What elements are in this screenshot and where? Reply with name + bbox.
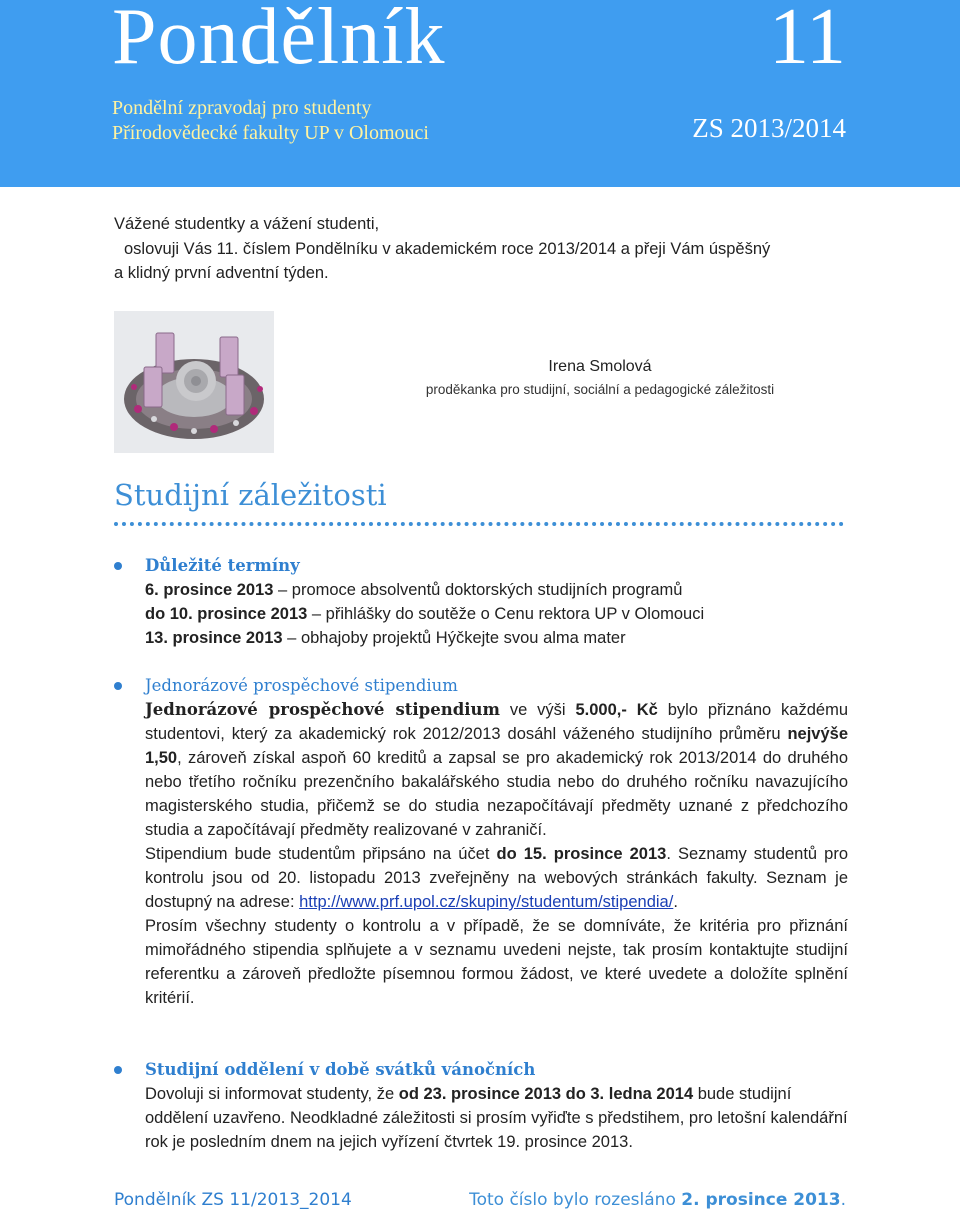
greeting-line-1: Vážené studentky a vážení studenti,	[114, 215, 380, 233]
scholarship-name: Jednorázové prospěchové stipendium	[145, 700, 500, 719]
text-run: ve výši	[499, 701, 576, 719]
text-run: . Seznamy studentů pro kontrolu jsou od 20. listopadu 2013 zveřejněny na webových stránkách fakulty. Seznam je dostupný na adrese:	[145, 845, 849, 911]
text-run: Toto číslo bylo rozesláno	[469, 1190, 682, 1210]
footer-issue-label: Pondělník ZS 11/2013_2014	[114, 1190, 352, 1210]
date-item	[145, 626, 848, 650]
closure-period: od 23. prosince 2013 do 3. ledna 2014	[398, 1085, 694, 1103]
text-run: .	[673, 893, 678, 911]
important-dates-heading: Důležité termíny	[145, 556, 300, 575]
date-item-date: do 10. prosince 2013	[145, 605, 308, 623]
author-name: Irena Smolová	[548, 358, 652, 375]
greeting	[114, 212, 854, 286]
scholarship-paragraph-3: Prosím všechny studenty o kontrolu a v případě, že se domníváte, že kritéria pro přiznání mimořádného stipendia splňujete a v seznamu uvedeni nejste, tak prosím kontaktujte studijní referentku a zároveň předložte písemnou formou žádost, ve které uvedete a doložíte splnění kritérií.	[145, 917, 848, 1007]
date-item-text: – přihlášky do soutěže o Cenu rektora UP v Olomouci	[307, 605, 705, 623]
date-item-date: 6. prosince 2013	[145, 581, 274, 599]
bullet-icon	[114, 682, 122, 690]
text-run: Stipendium bude studentům připsáno na účet	[145, 845, 497, 863]
payout-date: do 15. prosince 2013	[496, 845, 667, 863]
section-title: Studijní záležitosti	[114, 478, 387, 512]
greeting-line-2: oslovuji Vás 11. číslem Pondělníku v akademickém roce 2013/2014 a přeji Vám úspěšný	[124, 239, 771, 258]
text-run: Dovoluji si informovat studenty, že	[145, 1085, 399, 1103]
subtitle-line-1: Pondělní zpravodaj pro studenty	[112, 97, 372, 119]
header-band	[0, 0, 960, 187]
text-run: .	[840, 1190, 846, 1210]
stipend-list-link[interactable]: http://www.prf.upol.cz/skupiny/studentum/stipendia/	[299, 893, 674, 911]
bullet-icon	[114, 1066, 122, 1074]
date-item-text: – promoce absolventů doktorských studijních programů	[273, 581, 683, 599]
bullet-icon	[114, 562, 122, 570]
greeting-line-3: a klidný první adventní týden.	[114, 264, 329, 282]
study-office-section	[145, 1058, 848, 1154]
date-item	[145, 602, 848, 626]
scholarship-paragraph-1	[145, 698, 848, 842]
scholarship-section	[145, 674, 848, 1010]
text-run: , zároveň získal aspoň 60 kreditů a zapsal se pro akademický rok 2013/2014 do druhého nebo třetího ročníku prezenčního bakalářského studia nebo do druhého ročníku navazujícího magisterského studia, přičemž se do studia nezapočítávají předměty uznané z předchozího studia a započítávají předměty realizované v zahraničí.	[145, 749, 848, 839]
text-run: bude studijní oddělení uzavřeno. Neodkladné záležitosti si prosím vyřiďte s předstihem, pro letošní kalendářní rok je posledním dnem na jejich vyřízení čtvrtek 19. prosince 2013.	[145, 1085, 848, 1151]
average-limit: nejvýše 1,50	[145, 725, 848, 767]
date-item-date: 13. prosince 2013	[145, 629, 283, 647]
advent-wreath-image	[114, 311, 274, 453]
dotted-divider	[114, 522, 844, 526]
author-role: proděkanka pro studijní, sociální a pedagogické záležitosti	[425, 382, 775, 397]
scholarship-amount: 5.000,- Kč	[575, 701, 658, 719]
text-run: bylo přiznáno každému studentovi, který za akademický rok 2012/2013 dosáhl váženého studijního průměru	[145, 701, 849, 743]
term-label: ZS 2013/2014	[692, 113, 846, 143]
scholarship-heading: Jednorázové prospěchové stipendium	[145, 676, 458, 695]
scholarship-paragraph-2	[145, 842, 848, 914]
issue-number: 11	[768, 0, 846, 81]
important-dates	[145, 554, 848, 650]
sent-date: 2. prosince 2013	[681, 1190, 841, 1210]
date-item-text: – obhajoby projektů Hýčkejte svou alma mater	[282, 629, 626, 647]
newsletter-subtitle	[112, 96, 429, 146]
subtitle-line-2: Přírodovědecké fakulty UP v Olomouci	[112, 122, 429, 144]
author-signature	[330, 358, 870, 397]
footer-sent-date	[469, 1190, 846, 1210]
study-office-heading: Studijní oddělení v době svátků vánočních	[145, 1060, 536, 1079]
newsletter-title: Pondělník	[112, 0, 446, 81]
study-office-paragraph	[145, 1082, 848, 1154]
date-item	[145, 578, 848, 602]
